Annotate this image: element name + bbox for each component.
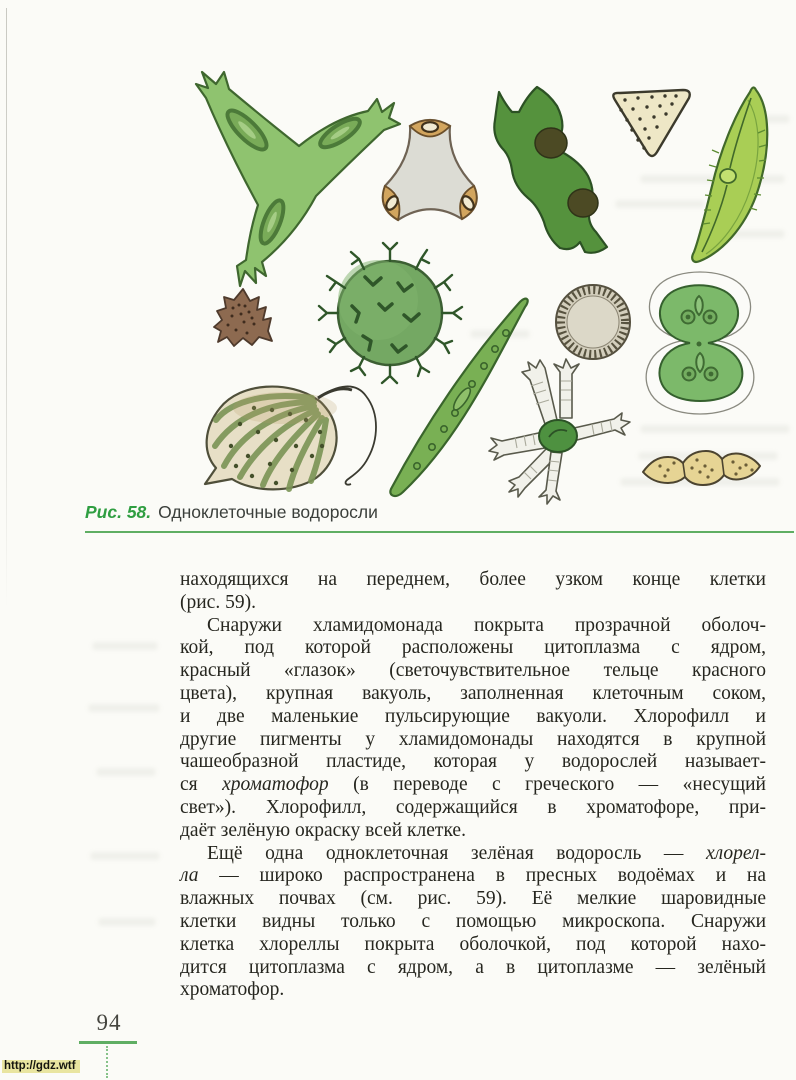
text-segment: кой, под которой расположены цитоплазма с ядром, <box>180 637 766 659</box>
text-segment: клетка хлореллы покрыта оболочкой, под которой нахо- <box>180 933 766 955</box>
three-armed-star-alga-icon <box>196 72 400 286</box>
striped-melon-flagellate-icon <box>205 386 376 489</box>
bleed-smudge <box>98 918 156 926</box>
text-segment: ся <box>180 774 223 796</box>
text-segment: и две маленькие пульсирующие вакуоли. Хлорофилл и <box>180 705 766 727</box>
text-segment: (в переводе с греческого — «несущий <box>328 774 766 796</box>
text-segment: красный «глазок» (светочувствительное тельце красного <box>180 660 766 682</box>
text-line <box>180 615 766 638</box>
bleed-smudge <box>92 642 158 650</box>
spiky-brown-triangle-alga-icon <box>214 289 272 346</box>
text-line <box>180 592 766 615</box>
text-segment: (рис. 59). <box>180 591 256 613</box>
two-lobed-desmid-icon <box>646 272 754 414</box>
segmented-spindle-diatom-icon <box>643 451 760 485</box>
italic-term: хлорел- <box>705 842 766 864</box>
text-segment: дится цитоплазма с ядром, а в цитоплазме — зелёный <box>180 956 766 978</box>
body-text-block <box>180 569 766 1002</box>
spiky-sphere-alga-icon <box>319 243 462 383</box>
text-segment: цвета), крупная вакуоль, заполненная клеточным соком, <box>180 682 766 704</box>
watermark-label: http://gdz.wtf <box>2 1060 80 1073</box>
dotted-triangle-alga-icon <box>613 90 689 156</box>
text-line <box>180 683 766 706</box>
text-line <box>180 843 766 866</box>
text-line <box>180 660 766 683</box>
figure-caption <box>85 502 765 523</box>
figure-58-illustration <box>0 0 796 510</box>
page-number-rule <box>79 1041 137 1044</box>
striped-arm-star-alga-icon <box>489 359 630 504</box>
text-segment: влажных почвах (см. рис. 59). Её мелкие шаровидные <box>180 888 766 910</box>
text-segment: другие пигменты у хламидомонады находятся в крупной <box>180 728 766 750</box>
figure-caption-title: Одноклеточные водоросли <box>158 502 378 522</box>
text-segment: даёт зелёную окраску всей клетке. <box>180 819 466 841</box>
text-line <box>180 729 766 752</box>
dotted-guide-line <box>106 1046 108 1078</box>
figure-caption-label: Рис. 58. <box>85 502 152 522</box>
algae-drawing-canvas <box>0 0 796 510</box>
text-line <box>180 957 766 980</box>
text-line <box>180 751 766 774</box>
text-segment: — широко распространена в пресных водоёмах и на <box>198 865 766 887</box>
zigzag-cell-alga-icon <box>494 87 607 253</box>
text-line <box>180 934 766 957</box>
text-line <box>180 637 766 660</box>
leaf-shaped-diatom-icon <box>692 88 767 262</box>
text-line <box>180 888 766 911</box>
text-segment: Ещё одна одноклеточная зелёная водоросль — <box>207 842 706 864</box>
text-segment: Снаружи хламидомонада покрыта прозрачной оболоч- <box>207 614 766 636</box>
italic-term: ла <box>180 865 199 887</box>
text-line <box>180 797 766 820</box>
caption-divider-rule <box>85 531 794 533</box>
text-line <box>180 774 766 797</box>
bleed-smudge <box>90 852 160 860</box>
text-segment: хроматофор. <box>180 979 285 1001</box>
three-lobed-capped-alga-icon <box>383 120 477 220</box>
text-segment: находящихся на переднем, более узком конце клетки <box>180 569 766 590</box>
text-line <box>180 569 766 592</box>
italic-term: хроматофор <box>222 774 329 796</box>
bleed-smudge <box>96 768 156 776</box>
text-segment: свет»). Хлорофилл, содержащийся в хроматофоре, при- <box>180 796 766 818</box>
text-line <box>180 820 766 843</box>
text-segment: чашеобразной пластиде, которая у водорослей называет- <box>180 751 766 773</box>
ribbed-disc-diatom-icon <box>556 285 630 359</box>
text-line <box>180 706 766 729</box>
text-line <box>180 865 766 888</box>
bleed-smudge <box>88 704 160 712</box>
page-number: 94 <box>96 1010 122 1035</box>
text-segment: клетки видны только с помощью микроскопа. Снаружи <box>180 910 766 932</box>
text-line <box>180 979 766 1002</box>
text-line <box>180 911 766 934</box>
